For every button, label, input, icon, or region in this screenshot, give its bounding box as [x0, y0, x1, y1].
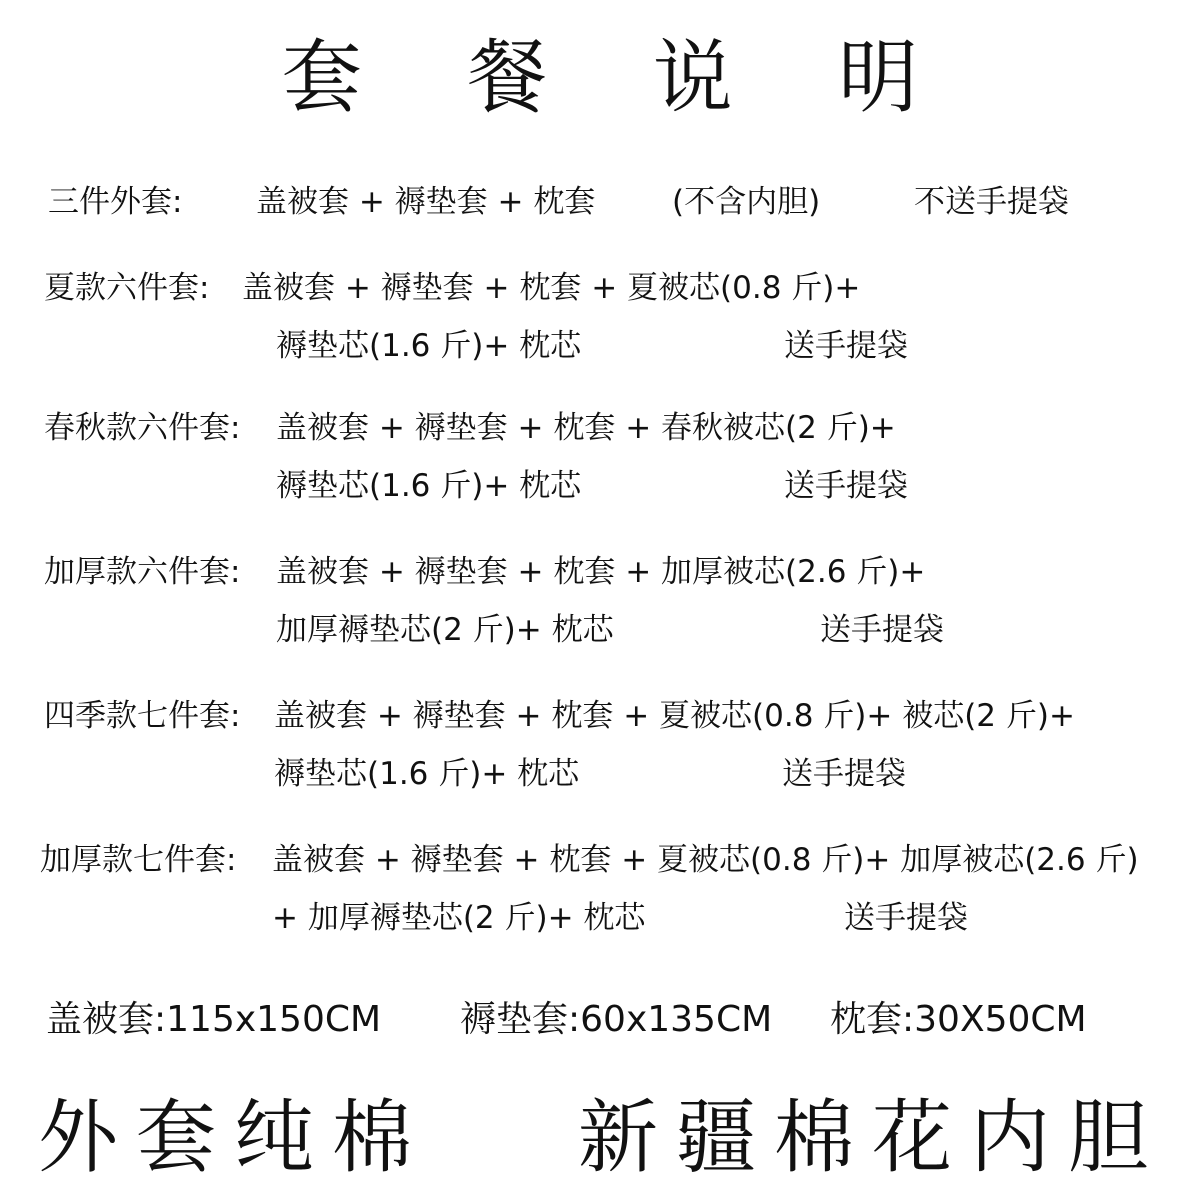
package-contents-line1: 盖被套 + 褥垫套 + 枕套 + 夏被芯(0.8 斤)+ 加厚被芯(2.6 斤) — [272, 842, 1139, 878]
package-contents: 盖被套 + 褥垫套 + 枕套 — [256, 184, 596, 220]
package-bag: 送手提袋 — [784, 328, 908, 364]
slogan-xinjiang-cotton: 新疆棉花内胆 — [578, 1091, 1166, 1184]
package-bag: 送手提袋 — [784, 468, 908, 504]
package-contents-line2: 褥垫芯(1.6 斤)+ 枕芯 — [276, 468, 582, 504]
package-bag: 送手提袋 — [782, 756, 906, 792]
package-bag: 不送手提袋 — [914, 184, 1069, 220]
package-note: (不含内胆) — [672, 184, 821, 220]
package-contents-line1: 盖被套 + 褥垫套 + 枕套 + 加厚被芯(2.6 斤)+ — [276, 554, 926, 590]
package-name: 春秋款六件套: — [44, 410, 241, 446]
slogan-pure-cotton: 外套纯棉 — [38, 1091, 430, 1184]
size-pillow-cover: 枕套:30X50CM — [830, 999, 1087, 1040]
package-name: 三件外套: — [48, 184, 183, 220]
size-mattress-cover: 褥垫套:60x135CM — [460, 999, 773, 1040]
package-contents-line1: 盖被套 + 褥垫套 + 枕套 + 夏被芯(0.8 斤)+ 被芯(2 斤)+ — [274, 698, 1075, 734]
package-name: 加厚款七件套: — [40, 842, 237, 878]
package-contents-line2: 加厚褥垫芯(2 斤)+ 枕芯 — [276, 612, 614, 648]
package-name: 四季款七件套: — [44, 698, 241, 734]
size-quilt-cover: 盖被套:115x150CM — [46, 999, 382, 1040]
page-title: 套 餐 说 明 — [281, 31, 959, 124]
package-name: 夏款六件套: — [44, 270, 210, 306]
package-contents-line1: 盖被套 + 褥垫套 + 枕套 + 春秋被芯(2 斤)+ — [276, 410, 896, 446]
package-name: 加厚款六件套: — [44, 554, 241, 590]
package-bag: 送手提袋 — [844, 900, 968, 936]
package-contents-line2: 褥垫芯(1.6 斤)+ 枕芯 — [276, 328, 582, 364]
package-contents-line2: + 加厚褥垫芯(2 斤)+ 枕芯 — [272, 900, 646, 936]
package-contents-line2: 褥垫芯(1.6 斤)+ 枕芯 — [274, 756, 580, 792]
package-bag: 送手提袋 — [820, 612, 944, 648]
package-contents-line1: 盖被套 + 褥垫套 + 枕套 + 夏被芯(0.8 斤)+ — [242, 270, 861, 306]
